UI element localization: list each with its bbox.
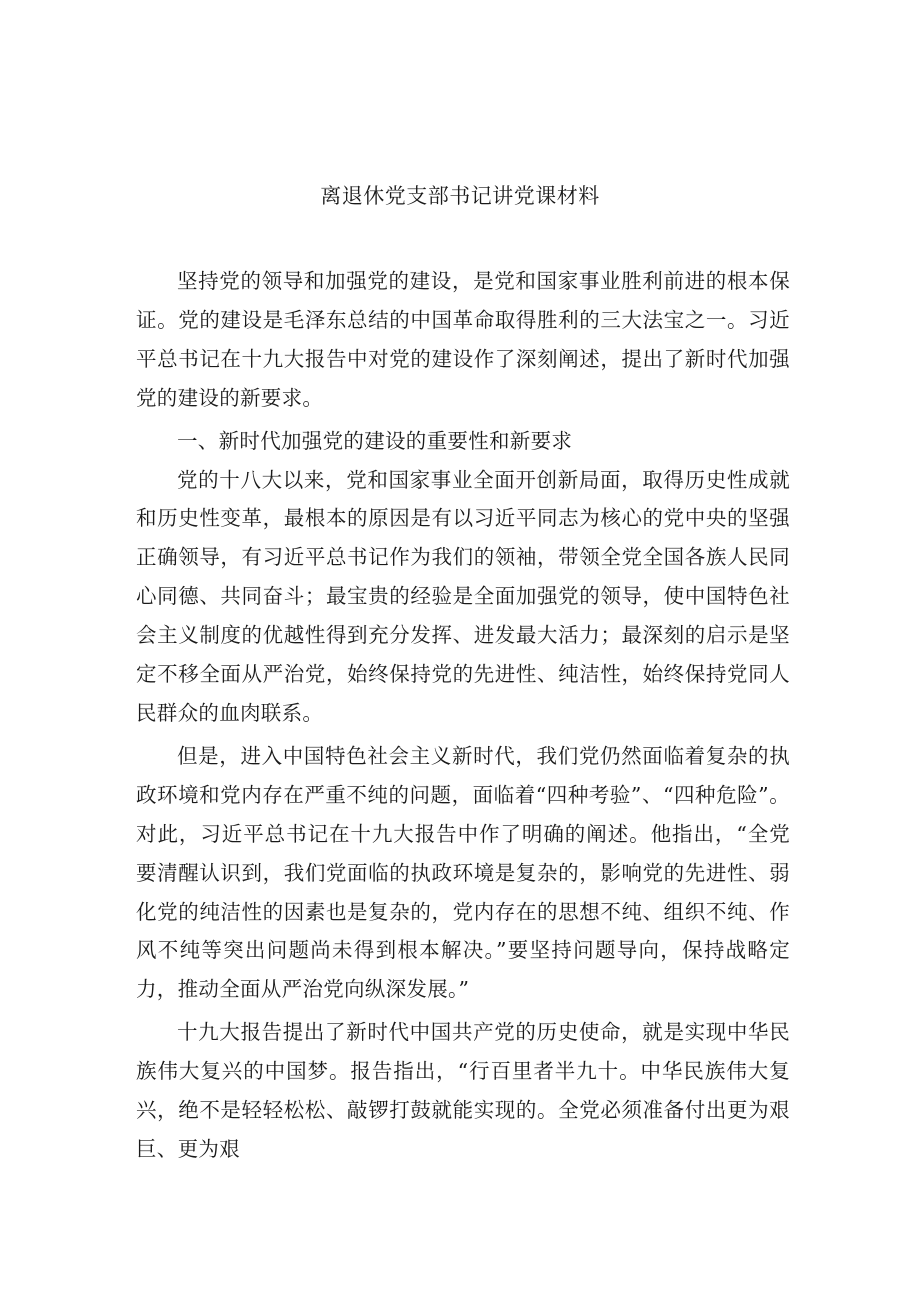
paragraph-achievements: 党的十八大以来，党和国家事业全面开创新局面，取得历史性成就和历史性变革，最根本的原因是有以习近平同志为核心的党中央的坚强正确领导，有习近平总书记作为我们的领袖，带领全党全国各族人民同心同德、共同奋斗；最宝贵的经验是全面加强党的领导，使中国特色社会主义制度的优越性得到充分发挥、进发最大活力；最深刻的启示是坚定不移全面从严治党，始终保持党的先进性、纯洁性，始终保持党同人民群众的血肉联系。 (136, 467, 790, 725)
document-title: 离退休党支部书记讲党课材料 (320, 184, 600, 208)
paragraph-mission: 十九大报告提出了新时代中国共产党的历史使命，就是实现中华民族伟大复兴的中国梦。报告指出，“行百里者半九十。中华民族伟大复兴，绝不是轻轻松松、敲锣打鼓就能实现的。全党必须准备付出更为艰巨、更为艰 (136, 1020, 790, 1161)
paragraph-challenges: 但是，进入中国特色社会主义新时代，我们党仍然面临着复杂的执政环境和党内存在严重不纯的问题，面临着“四种考验”、“四种危险”。对此，习近平总书记在十九大报告中作了明确的阐述。他指出，“全党要清醒认识到，我们党面临的执政环境是复杂的，影响党的先进性、弱化党的纯洁性的因素也是复杂的，党内存在的思想不纯、组织不纯、作风不纯等突出问题尚未得到根本解决。”要坚持问题导向，保持战略定力，推动全面从严治党向纵深发展。” (136, 743, 790, 1002)
section-heading: 一、新时代加强党的建设的重要性和新要求 (177, 428, 573, 453)
document-body (136, 262, 790, 1169)
paragraph-intro: 坚持党的领导和加强党的建设，是党和国家事业胜利前进的根本保证。党的建设是毛泽东总结的中国革命取得胜利的三大法宝之一。习近平总书记在十九大报告中对党的建设作了深刻阐述，提出了新时代加强党的建设的新要求。 (136, 269, 790, 410)
